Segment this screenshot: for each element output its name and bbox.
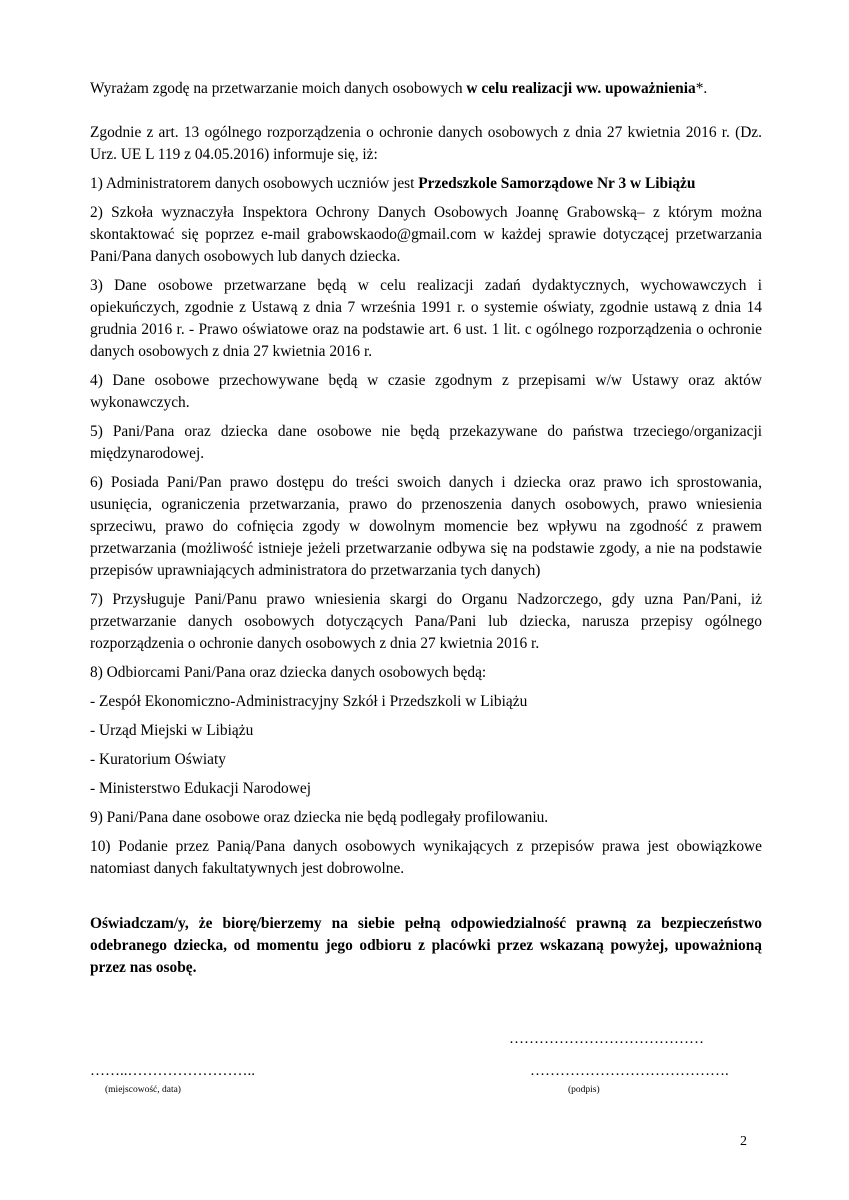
- clause-6: 6) Posiada Pani/Pan prawo dostępu do treści swoich danych i dziecka oraz prawo ich sprostowania, usunięcia, ograniczenia przetwarzania, prawo do przenoszenia danych osobowych, prawo wniesienia sprzeciwu, prawo do cofnięcia zgody w dowolnym momencie bez wpływu na zgodność z prawem przetwarzania (możliwość istnieje jeżeli przetwarzanie odbywa się na podstawie zgody, a nie na podstawie przepisów uprawniających administratora do przetwarzania tych danych): [90, 474, 762, 579]
- consent-text: Wyrażam zgodę na przetwarzanie moich danych osobowych: [90, 80, 467, 97]
- consent-suffix: *.: [695, 80, 708, 97]
- page-number: 2: [740, 1134, 747, 1149]
- clause-8: 8) Odbiorcami Pani/Pana oraz dziecka danych osobowych będą:: [90, 664, 487, 681]
- clause-2: 2) Szkoła wyznaczyła Inspektora Ochrony Danych Osobowych Joannę Grabowską– z którym można skontaktować się poprzez e-mail grabowskaodo@gmail.com w każdej sprawie dotyczącej przetwarzania Pani/Pana danych osobowych lub danych dziecka.: [90, 204, 762, 265]
- clause-10: 10) Podanie przez Panią/Pana danych osobowych wynikających z przepisów prawa jest obowiązkowe natomiast danych fakultatywnych jest dobrowolne.: [90, 838, 762, 877]
- clause-4: 4) Dane osobowe przechowywane będą w czasie zgodnym z przepisami w/w Ustawy oraz aktów wykonawczych.: [90, 372, 762, 411]
- document-body: [90, 78, 762, 979]
- place-date-dotted-line: ……..……………………..: [90, 1063, 255, 1079]
- intro-paragraph: Zgodnie z art. 13 ogólnego rozporządzenia o ochronie danych osobowych z dnia 27 kwietnia 2016 r. (Dz. Urz. UE L 119 z 04.05.2016) informuje się, iż:: [90, 124, 762, 163]
- administrator-name: Przedszkole Samorządowe Nr 3 w Libiążu: [418, 175, 696, 192]
- consent-bold-text: w celu realizacji ww. upoważnienia: [466, 80, 696, 97]
- clause-3: 3) Dane osobowe przetwarzane będą w celu realizacji zadań dydaktycznych, wychowawczych i opiekuńczych, zgodnie z Ustawą z dnia 7 września 1991 r. o systemie oświaty, zgodnie ustawą z dnia 14 grudnia 2016 r. - Prawo oświatowe oraz na podstawie art. 6 ust. 1 lit. c ogólnego rozporządzenia o ochronie danych osobowych z dnia 27 kwietnia 2016 r.: [90, 277, 762, 360]
- clause-1: [90, 173, 762, 195]
- clause-9: 9) Pani/Pana dane osobowe oraz dziecka nie będą podlegały profilowaniu.: [90, 809, 549, 826]
- recipient-item: - Zespół Ekonomiczno-Administracyjny Szkół i Przedszkoli w Libiążu: [90, 693, 528, 710]
- consent-paragraph: [90, 78, 762, 100]
- signature-dotted-line: ………………………………….: [530, 1063, 729, 1079]
- recipient-item: - Ministerstwo Edukacji Narodowej: [90, 780, 311, 797]
- recipient-item: - Urząd Miejski w Libiążu: [90, 722, 254, 739]
- clause-1-text: 1) Administratorem danych osobowych uczniów jest: [90, 175, 419, 192]
- place-date-caption: (miejscowość, data): [105, 1085, 181, 1095]
- clause-5: 5) Pani/Pana oraz dziecka dane osobowe nie będą przekazywane do państwa trzeciego/organizacji międzynarodowej.: [90, 423, 762, 462]
- clause-7: 7) Przysługuje Pani/Panu prawo wniesienia skargi do Organu Nadzorczego, gdy uzna Pan/Pani, iż przetwarzanie danych osobowych dotyczących Pana/Pani lub dziecka, narusza przepisy ogólnego rozporządzenia o ochronie danych osobowych z dnia 27 kwietnia 2016 r.: [90, 591, 762, 652]
- responsibility-statement: Oświadczam/y, że biorę/bierzemy na siebie pełną odpowiedzialność prawną za bezpieczeństwo odebranego dziecka, od momentu jego odbioru z placówki przez wskazaną powyżej, upoważnioną przez nas osobę.: [90, 915, 762, 976]
- signature-upper-dotted-line: …………………………………: [509, 1031, 704, 1047]
- signature-caption: (podpis): [568, 1085, 600, 1095]
- recipient-item: - Kuratorium Oświaty: [90, 751, 226, 768]
